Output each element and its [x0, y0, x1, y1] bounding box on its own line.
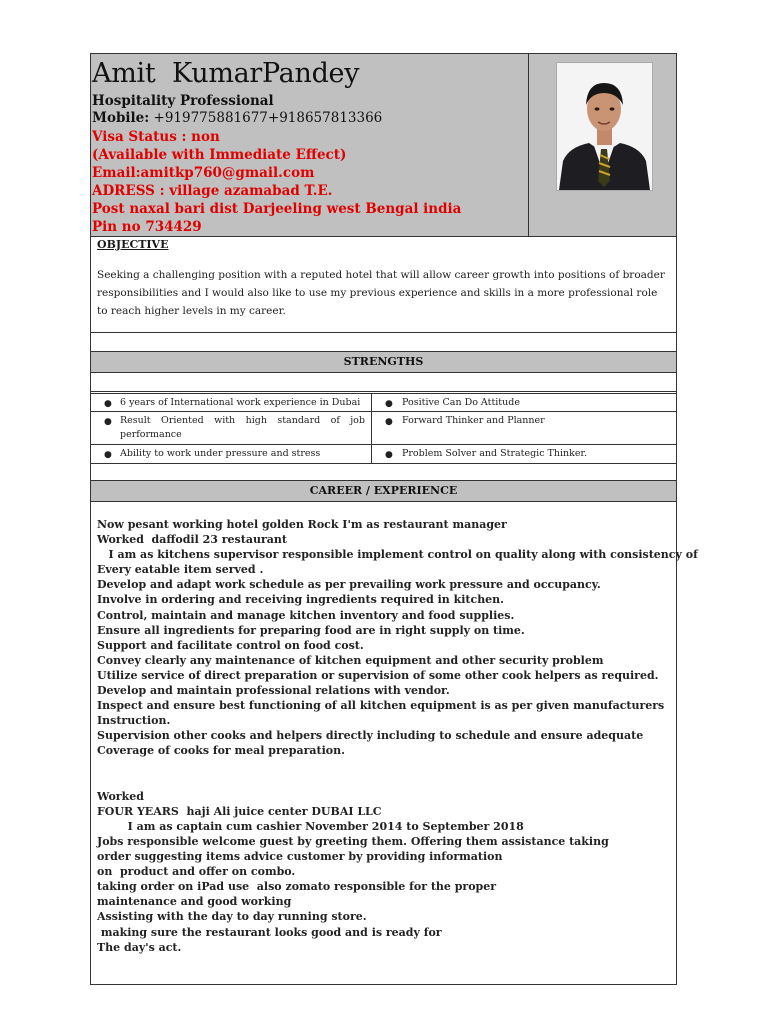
career-line: Develop and maintain professional relations with vendor. [97, 684, 450, 698]
mobile-line [92, 109, 382, 127]
strengths-heading: STRENGTHS [91, 351, 676, 373]
contact-panel [91, 54, 529, 236]
strength-item: 6 years of International work experience in Dubai [120, 397, 361, 408]
objective-text: Seeking a challenging position with a reputed hotel that will allow career growth into positions of broader responsibilities and I would also like to use my previous experience and skills in a more professional role to reach higher levels in my career. [97, 269, 665, 317]
career-line: Jobs responsible welcome guest by greeting them. Offering them assistance taking [97, 834, 609, 848]
strength-item: Positive Can Do Attitude [402, 397, 520, 408]
address-line-3: Pin no 734429 [92, 219, 202, 235]
career-line: Now pesant working hotel golden Rock I'm as restaurant manager [97, 518, 507, 531]
profile-photo [556, 62, 653, 191]
career-line: Inspect and ensure best functioning of all kitchen equipment is as per given manufacturers [97, 699, 665, 713]
career-line: FOUR YEARS haji Ali juice center DUBAI LLC [97, 804, 382, 818]
career-line: Worked [97, 789, 144, 803]
career-line: Assisting with the day to day running store. [97, 910, 367, 924]
career-line: The day's act. [97, 940, 182, 954]
career-line: Control, maintain and manage kitchen inventory and food supplies. [97, 608, 515, 622]
visa-status: Visa Status : non [92, 129, 220, 145]
strength-cell [91, 394, 372, 411]
career-line: order suggesting items advice customer by providing information [97, 850, 503, 864]
strength-row [91, 411, 676, 444]
career-line: I am as captain cum cashier November 2014 to September 2018 [97, 819, 524, 833]
availability: (Available with Immediate Effect) [92, 147, 347, 163]
career-line [97, 774, 672, 789]
career-line: on product and offer on combo. [97, 865, 296, 879]
strength-cell [91, 412, 372, 444]
career-heading: CAREER / EXPERIENCE [91, 480, 676, 502]
profile-photo-illustration [557, 63, 652, 190]
candidate-name: Amit KumarPandey [92, 58, 360, 89]
divider [91, 463, 676, 464]
bullet-icon: ● [104, 450, 112, 460]
resume-sheet [90, 53, 698, 985]
career-line: taking order on iPad use also zomato responsible for the proper [97, 880, 497, 894]
strength-row [91, 393, 676, 411]
strength-item: Problem Solver and Strategic Thinker. [402, 448, 588, 459]
strength-cell [91, 445, 372, 463]
email[interactable]: Email:amitkp760@gmail.com [92, 165, 315, 181]
career-line: Coverage of cooks for meal preparation. [97, 744, 345, 758]
strength-cell [372, 445, 676, 463]
mobile-label: Mobile: [92, 110, 150, 126]
address-line-2: Post naxal bari dist Darjeeling west Bengal india [92, 201, 462, 217]
bullet-icon: ● [104, 417, 112, 427]
career-line: making sure the restaurant looks good and is ready for [97, 925, 442, 939]
career-line: Utilize service of direct preparation or supervision of some other cook helpers as required. [97, 668, 659, 682]
bullet-icon: ● [104, 399, 112, 409]
career-line: Worked daffodil 23 restaurant [97, 533, 287, 547]
career-line: Every eatable item served . [97, 563, 264, 577]
divider [91, 391, 676, 392]
career-experience-body [97, 517, 698, 955]
strength-item: Ability to work under pressure and stress [120, 448, 321, 459]
career-line: maintenance and good working [97, 895, 292, 909]
strength-cell [372, 412, 676, 444]
career-line: Instruction. [97, 714, 171, 728]
strength-row [91, 444, 676, 463]
career-line: Involve in ordering and receiving ingredients required in kitchen. [97, 593, 505, 607]
mobile-number: +919775881677+918657813366 [149, 110, 383, 126]
career-line: Develop and adapt work schedule as per prevailing work pressure and occupancy. [97, 578, 601, 592]
professional-title: Hospitality Professional [92, 93, 274, 109]
career-line: Support and facilitate control on food cost. [97, 638, 364, 652]
career-line: Convey clearly any maintenance of kitchen equipment and other security problem [97, 653, 604, 667]
career-line: I am as kitchens supervisor responsible implement control on quality along with consistency of [97, 548, 698, 562]
strength-item: Result Oriented with high standard of job performance [120, 415, 365, 440]
career-line: Ensure all ingredients for preparing food are in right supply on time. [97, 623, 525, 637]
bullet-icon: ● [385, 450, 393, 460]
bullet-icon: ● [385, 399, 393, 409]
strength-cell [372, 394, 676, 411]
address-line-1: ADRESS : village azamabad T.E. [92, 183, 333, 199]
career-line: Supervision other cooks and helpers directly including to schedule and ensure adequate [97, 729, 644, 743]
bullet-icon: ● [385, 417, 393, 427]
resume-header [91, 54, 676, 237]
divider [91, 332, 676, 333]
career-line [97, 759, 672, 774]
strength-item: Forward Thinker and Planner [402, 415, 545, 426]
objective-heading: OBJECTIVE [97, 238, 169, 251]
